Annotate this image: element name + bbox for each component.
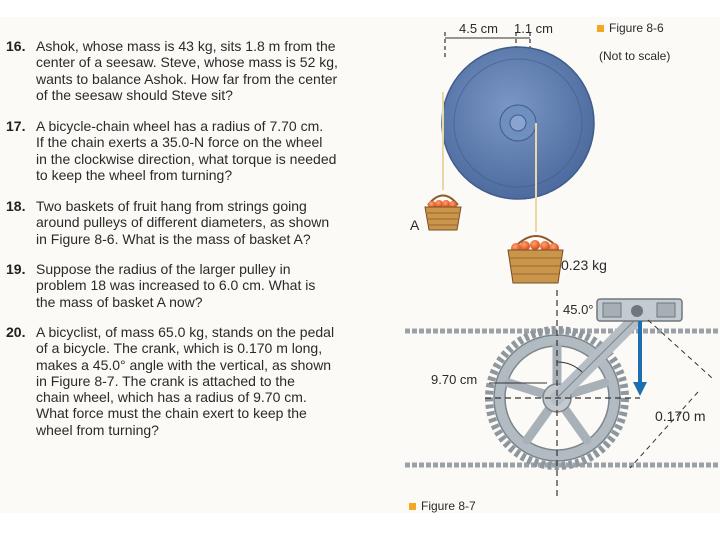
- problem-line: Suppose the radius of the larger pulley in: [36, 261, 291, 277]
- problem-number: 18.: [6, 198, 26, 214]
- problem-line: the mass of basket A now?: [36, 293, 203, 310]
- problem-number: 19.: [6, 261, 26, 277]
- force-arrow-head: [633, 382, 647, 396]
- pulley-assembly: [425, 32, 594, 283]
- problem-line: to keep the wheel from turning?: [36, 166, 233, 183]
- problem-line: If the chain exerts a 35.0-N force on the wheel: [36, 134, 323, 151]
- problem-line: of a bicycle. The crank, which is 0.170 m long,: [36, 340, 323, 357]
- basket-b: [508, 236, 563, 283]
- problem-number: 20.: [6, 324, 26, 340]
- problem-line: in Figure 8-7. The crank is attached to the: [36, 372, 295, 389]
- problem-line: of the seesaw should Steve sit?: [36, 86, 233, 103]
- figure-8-7-title: Figure 8-7: [421, 499, 476, 513]
- problem-line: A bicyclist, of mass 65.0 kg, stands on the pedal: [36, 324, 335, 340]
- crank-angle-label: 45.0°: [563, 302, 594, 317]
- problem-line: Two baskets of fruit hang from strings going: [36, 198, 307, 214]
- problem-line: chain wheel, which has a radius of 9.70 cm.: [36, 389, 307, 406]
- problem-line: What force must the chain exert to keep the: [36, 405, 307, 422]
- small-pulley-dimension: 1.1 cm: [514, 21, 554, 36]
- problem-line: in Figure 8-6. What is the mass of basket A?: [36, 230, 311, 247]
- figure-8-6-title: Figure 8-6: [609, 21, 664, 35]
- problem-line: center of a seesaw. Steve, whose mass is 52 kg,: [36, 54, 338, 71]
- problem-line: Ashok, whose mass is 43 kg, sits 1.8 m from the: [36, 38, 336, 54]
- problem-line: A bicycle-chain wheel has a radius of 7.70 cm.: [36, 118, 324, 134]
- problem-line: wants to balance Ashok. How far from the center: [36, 70, 338, 87]
- problem-line: around pulleys of different diameters, as shown: [36, 214, 330, 231]
- pulley-axle: [510, 115, 526, 131]
- problem-line: problem 18 was increased to 6.0 cm. What is: [36, 277, 316, 294]
- large-pulley-dimension: 4.5 cm: [459, 21, 499, 36]
- crank-length-label: 0.170 m: [655, 408, 706, 424]
- problem-line: makes a 45.0° angle with the vertical, as shown: [36, 356, 332, 373]
- not-to-scale-note: (Not to scale): [599, 49, 671, 63]
- pedal-spindle: [631, 305, 643, 317]
- problem-line: wheel from turning?: [36, 421, 159, 438]
- basket-a: [425, 196, 461, 231]
- problem-number: 16.: [6, 38, 26, 54]
- problem-number: 17.: [6, 118, 26, 134]
- crank-length-guide-lower: [630, 392, 698, 468]
- basket-b-mass: 0.23 kg: [561, 257, 607, 273]
- basket-a-label: A: [410, 217, 420, 233]
- chainwheel-radius-label: 9.70 cm: [431, 372, 478, 387]
- problem-line: in the clockwise direction, what torque is needed: [36, 150, 337, 167]
- chainwheel-assembly: [405, 290, 720, 498]
